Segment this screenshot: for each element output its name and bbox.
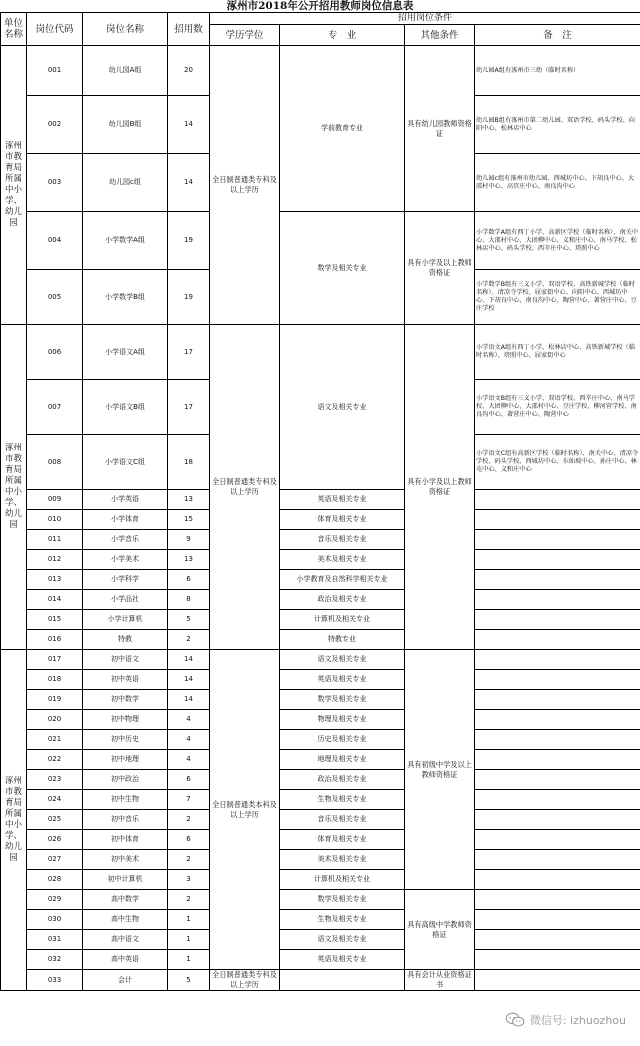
major-cell: 小学教育及自然科学相关专业 xyxy=(280,570,405,590)
position-name-cell: 小学语文A组 xyxy=(83,325,168,380)
position-code-cell: 005 xyxy=(27,270,83,325)
remarks-cell xyxy=(475,850,640,870)
major-cell: 语文及相关专业 xyxy=(280,650,405,670)
table-row xyxy=(1,590,640,610)
hire-count-cell: 5 xyxy=(168,610,210,630)
position-code-cell: 004 xyxy=(27,212,83,270)
position-name-cell: 特教 xyxy=(83,630,168,650)
table-row xyxy=(1,630,640,650)
wechat-icon xyxy=(505,1012,525,1028)
position-name-cell: 高中语文 xyxy=(83,930,168,950)
major-cell: 计算机及相关专业 xyxy=(280,870,405,890)
wechat-watermark xyxy=(505,1010,626,1030)
hire-count-cell: 6 xyxy=(168,830,210,850)
page-title: 涿州市2018年公开招用教师岗位信息表 xyxy=(226,0,414,12)
table-row xyxy=(1,870,640,890)
position-code-cell: 007 xyxy=(27,380,83,435)
remarks-cell xyxy=(475,690,640,710)
table-row xyxy=(1,710,640,730)
header-unit-name: 单位名称 xyxy=(1,13,27,46)
table-row xyxy=(1,670,640,690)
position-code-cell: 026 xyxy=(27,830,83,850)
position-name-cell: 小学数学A组 xyxy=(83,212,168,270)
position-code-cell: 008 xyxy=(27,435,83,490)
major-cell: 体育及相关专业 xyxy=(280,830,405,850)
major-cell: 特教专业 xyxy=(280,630,405,650)
position-name-cell: 初中生物 xyxy=(83,790,168,810)
major-cell xyxy=(280,970,405,991)
table-row xyxy=(1,910,640,930)
table-row xyxy=(1,610,640,630)
hire-count-cell: 3 xyxy=(168,870,210,890)
position-code-cell: 023 xyxy=(27,770,83,790)
hire-count-cell: 4 xyxy=(168,750,210,770)
hire-count-cell: 2 xyxy=(168,630,210,650)
hire-count-cell: 13 xyxy=(168,550,210,570)
remarks-cell: 小学语文B组有三义小学、双语学校、西辛庄中心、南马学校、大团柳中心、大邵村中心、豆庄学校、柳河营学校、南良沟中心、著营庄中心、陶营中心 xyxy=(475,380,640,435)
position-code-cell: 024 xyxy=(27,790,83,810)
position-name-cell: 小学语文B组 xyxy=(83,380,168,435)
header-major: 专 业 xyxy=(280,25,405,46)
major-cell: 数学及相关专业 xyxy=(280,212,405,325)
remarks-cell xyxy=(475,950,640,970)
position-name-cell: 初中音乐 xyxy=(83,810,168,830)
hire-count-cell: 14 xyxy=(168,650,210,670)
position-name-cell: 初中英语 xyxy=(83,670,168,690)
position-name-cell: 小学计算机 xyxy=(83,610,168,630)
position-name-cell: 初中历史 xyxy=(83,730,168,750)
remarks-cell xyxy=(475,610,640,630)
other-conditions-cell: 具有高级中学教师资格证 xyxy=(405,890,475,970)
major-cell: 数学及相关专业 xyxy=(280,890,405,910)
position-name-cell: 小学科学 xyxy=(83,570,168,590)
position-code-cell: 022 xyxy=(27,750,83,770)
position-code-cell: 001 xyxy=(27,46,83,96)
position-code-cell: 027 xyxy=(27,850,83,870)
major-cell: 地理及相关专业 xyxy=(280,750,405,770)
major-cell: 语文及相关专业 xyxy=(280,325,405,490)
major-cell: 历史及相关专业 xyxy=(280,730,405,750)
table-row xyxy=(1,510,640,530)
position-name-cell: 小学英语 xyxy=(83,490,168,510)
remarks-cell: 幼儿园c组有涿州市幼儿园、西城坊中心、下胡良中心、大邵村中心、高官庄中心、南良沟中心 xyxy=(475,154,640,212)
hire-count-cell: 4 xyxy=(168,710,210,730)
major-cell: 政治及相关专业 xyxy=(280,770,405,790)
hire-count-cell: 19 xyxy=(168,212,210,270)
major-cell: 语文及相关专业 xyxy=(280,930,405,950)
remarks-cell xyxy=(475,630,640,650)
position-name-cell: 幼儿园c组 xyxy=(83,154,168,212)
position-name-cell: 初中语文 xyxy=(83,650,168,670)
major-cell: 生物及相关专业 xyxy=(280,790,405,810)
position-code-cell: 010 xyxy=(27,510,83,530)
position-code-cell: 002 xyxy=(27,96,83,154)
education-cell: 全日制普通类专科及以上学历 xyxy=(210,46,280,325)
hire-count-cell: 17 xyxy=(168,325,210,380)
other-conditions-cell: 具有小学及以上教师资格证 xyxy=(405,325,475,650)
remarks-cell xyxy=(475,650,640,670)
position-name-cell: 小学体育 xyxy=(83,510,168,530)
remarks-cell xyxy=(475,930,640,950)
position-code-cell: 009 xyxy=(27,490,83,510)
major-cell: 英语及相关专业 xyxy=(280,670,405,690)
hire-count-cell: 14 xyxy=(168,154,210,212)
table-row xyxy=(1,770,640,790)
header-position-code: 岗位代码 xyxy=(27,13,83,46)
table-row xyxy=(1,530,640,550)
position-name-cell: 初中物理 xyxy=(83,710,168,730)
remarks-cell xyxy=(475,730,640,750)
table-row xyxy=(1,212,640,270)
major-cell: 政治及相关专业 xyxy=(280,590,405,610)
position-code-cell: 021 xyxy=(27,730,83,750)
hire-count-cell: 2 xyxy=(168,810,210,830)
table-row xyxy=(1,46,640,96)
hire-count-cell: 4 xyxy=(168,730,210,750)
position-code-cell: 029 xyxy=(27,890,83,910)
position-code-cell: 011 xyxy=(27,530,83,550)
hire-count-cell: 6 xyxy=(168,770,210,790)
position-code-cell: 016 xyxy=(27,630,83,650)
position-code-cell: 018 xyxy=(27,670,83,690)
major-cell: 数学及相关专业 xyxy=(280,690,405,710)
remarks-cell xyxy=(475,870,640,890)
unit-name-cell: 涿州市教育局所属中小学、幼儿园 xyxy=(1,325,27,650)
hire-count-cell: 17 xyxy=(168,380,210,435)
hire-count-cell: 14 xyxy=(168,96,210,154)
remarks-cell xyxy=(475,670,640,690)
position-code-cell: 020 xyxy=(27,710,83,730)
header-remarks: 备 注 xyxy=(475,25,640,46)
remarks-cell: 小学数学B组有三义小学、双语学校、高铁新城学校（临时名称）、清凉寺学校、屈家街中心、向阳中心、西城坊中心、下胡良中心、南良沟中心、陶营中心、著营庄中心、豆庄学校 xyxy=(475,270,640,325)
table-row xyxy=(1,650,640,670)
position-name-cell: 初中政治 xyxy=(83,770,168,790)
table-row xyxy=(1,830,640,850)
remarks-cell xyxy=(475,810,640,830)
table-row xyxy=(1,850,640,870)
position-name-cell: 幼儿园A组 xyxy=(83,46,168,96)
hire-count-cell: 7 xyxy=(168,790,210,810)
table-row xyxy=(1,570,640,590)
education-cell: 全日制普通类本科及以上学历 xyxy=(210,650,280,970)
position-name-cell: 高中数学 xyxy=(83,890,168,910)
table-row xyxy=(1,950,640,970)
position-name-cell: 初中体育 xyxy=(83,830,168,850)
remarks-cell: 小学数学A组有西丁小学、高新区学校（临时名称）、南关中心、大邵村中心、大团柳中心、义和庄中心、南马学校、松林店中心、码头学校、西辛庄中心、塔照中心 xyxy=(475,212,640,270)
major-cell: 音乐及相关专业 xyxy=(280,530,405,550)
hire-count-cell: 19 xyxy=(168,270,210,325)
position-code-cell: 019 xyxy=(27,690,83,710)
major-cell: 物理及相关专业 xyxy=(280,710,405,730)
remarks-cell xyxy=(475,770,640,790)
position-name-cell: 高中生物 xyxy=(83,910,168,930)
remarks-cell: 小学语文C组有高新区学校（临时名称）、南关中心、清凉寺学校、码头学校、西城坊中心、东仙坡中心、孙庄中心、林屯中心、义和庄中心 xyxy=(475,435,640,490)
unit-name-cell: 涿州市教育局所属中小学、幼儿园 xyxy=(1,46,27,325)
hire-count-cell: 18 xyxy=(168,435,210,490)
remarks-cell xyxy=(475,890,640,910)
header-education: 学历学位 xyxy=(210,25,280,46)
hire-count-cell: 20 xyxy=(168,46,210,96)
table-row xyxy=(1,550,640,570)
remarks-cell xyxy=(475,790,640,810)
remarks-cell xyxy=(475,570,640,590)
position-code-cell: 015 xyxy=(27,610,83,630)
table-row xyxy=(1,930,640,950)
position-code-cell: 033 xyxy=(27,970,83,991)
position-name-cell: 小学品社 xyxy=(83,590,168,610)
major-cell: 美术及相关专业 xyxy=(280,550,405,570)
position-name-cell: 初中美术 xyxy=(83,850,168,870)
table-row xyxy=(1,730,640,750)
major-cell: 计算机及相关专业 xyxy=(280,610,405,630)
position-code-cell: 017 xyxy=(27,650,83,670)
position-name-cell: 初中数学 xyxy=(83,690,168,710)
hire-count-cell: 15 xyxy=(168,510,210,530)
table-row xyxy=(1,490,640,510)
hire-count-cell: 14 xyxy=(168,670,210,690)
position-code-cell: 003 xyxy=(27,154,83,212)
watermark-text: 微信号: izhuozhou xyxy=(529,1014,626,1027)
remarks-cell xyxy=(475,710,640,730)
position-name-cell: 小学语文C组 xyxy=(83,435,168,490)
remarks-cell xyxy=(475,830,640,850)
job-info-table xyxy=(0,12,640,991)
header-conditions: 招用岗位条件 xyxy=(210,13,640,25)
table-row xyxy=(1,890,640,910)
position-code-cell: 032 xyxy=(27,950,83,970)
table-row xyxy=(1,810,640,830)
remarks-cell: 小学语文A组有西丁小学、松林店中心、高铁新城学校（临时名称）、塔照中心、屈家街中心 xyxy=(475,325,640,380)
hire-count-cell: 6 xyxy=(168,570,210,590)
remarks-cell xyxy=(475,970,640,991)
remarks-cell: 幼儿园B组有涿州市第二幼儿园、双语学校、码头学校、向阳中心、松林店中心 xyxy=(475,96,640,154)
position-name-cell: 初中计算机 xyxy=(83,870,168,890)
remarks-cell xyxy=(475,490,640,510)
unit-name-cell: 涿州市教育局所属中小学、幼儿园 xyxy=(1,650,27,991)
hire-count-cell: 1 xyxy=(168,930,210,950)
position-code-cell: 028 xyxy=(27,870,83,890)
table-row xyxy=(1,970,640,991)
remarks-cell: 幼儿园A组有涿州市三幼（临时名称） xyxy=(475,46,640,96)
table-row xyxy=(1,750,640,770)
position-code-cell: 014 xyxy=(27,590,83,610)
hire-count-cell: 2 xyxy=(168,850,210,870)
table-row xyxy=(1,790,640,810)
major-cell: 英语及相关专业 xyxy=(280,490,405,510)
position-code-cell: 030 xyxy=(27,910,83,930)
other-conditions-cell: 具有幼儿园教师资格证 xyxy=(405,46,475,212)
remarks-cell xyxy=(475,550,640,570)
table-row xyxy=(1,690,640,710)
education-cell: 全日制普通类专科及以上学历 xyxy=(210,970,280,991)
table-row xyxy=(1,325,640,380)
position-name-cell: 会计 xyxy=(83,970,168,991)
header-position-name: 岗位名称 xyxy=(83,13,168,46)
position-name-cell: 初中地理 xyxy=(83,750,168,770)
position-name-cell: 小学数学B组 xyxy=(83,270,168,325)
position-code-cell: 012 xyxy=(27,550,83,570)
position-name-cell: 小学音乐 xyxy=(83,530,168,550)
hire-count-cell: 8 xyxy=(168,590,210,610)
position-code-cell: 025 xyxy=(27,810,83,830)
major-cell: 体育及相关专业 xyxy=(280,510,405,530)
major-cell: 音乐及相关专业 xyxy=(280,810,405,830)
other-conditions-cell: 具有小学及以上教师资格证 xyxy=(405,212,475,325)
major-cell: 生物及相关专业 xyxy=(280,910,405,930)
remarks-cell xyxy=(475,910,640,930)
major-cell: 美术及相关专业 xyxy=(280,850,405,870)
position-code-cell: 013 xyxy=(27,570,83,590)
position-code-cell: 031 xyxy=(27,930,83,950)
position-name-cell: 高中英语 xyxy=(83,950,168,970)
other-conditions-cell: 具有会计从业资格证书 xyxy=(405,970,475,991)
position-code-cell: 006 xyxy=(27,325,83,380)
hire-count-cell: 13 xyxy=(168,490,210,510)
hire-count-cell: 5 xyxy=(168,970,210,991)
position-name-cell: 幼儿园B组 xyxy=(83,96,168,154)
major-cell: 英语及相关专业 xyxy=(280,950,405,970)
hire-count-cell: 14 xyxy=(168,690,210,710)
major-cell: 学前教育专业 xyxy=(280,46,405,212)
remarks-cell xyxy=(475,510,640,530)
remarks-cell xyxy=(475,590,640,610)
remarks-cell xyxy=(475,530,640,550)
position-name-cell: 小学美术 xyxy=(83,550,168,570)
header-other-conditions: 其他条件 xyxy=(405,25,475,46)
hire-count-cell: 1 xyxy=(168,950,210,970)
hire-count-cell: 9 xyxy=(168,530,210,550)
other-conditions-cell: 具有初级中学及以上教师资格证 xyxy=(405,650,475,890)
hire-count-cell: 1 xyxy=(168,910,210,930)
header-hire-count: 招用数 xyxy=(168,13,210,46)
hire-count-cell: 2 xyxy=(168,890,210,910)
education-cell: 全日制普通类专科及以上学历 xyxy=(210,325,280,650)
remarks-cell xyxy=(475,750,640,770)
